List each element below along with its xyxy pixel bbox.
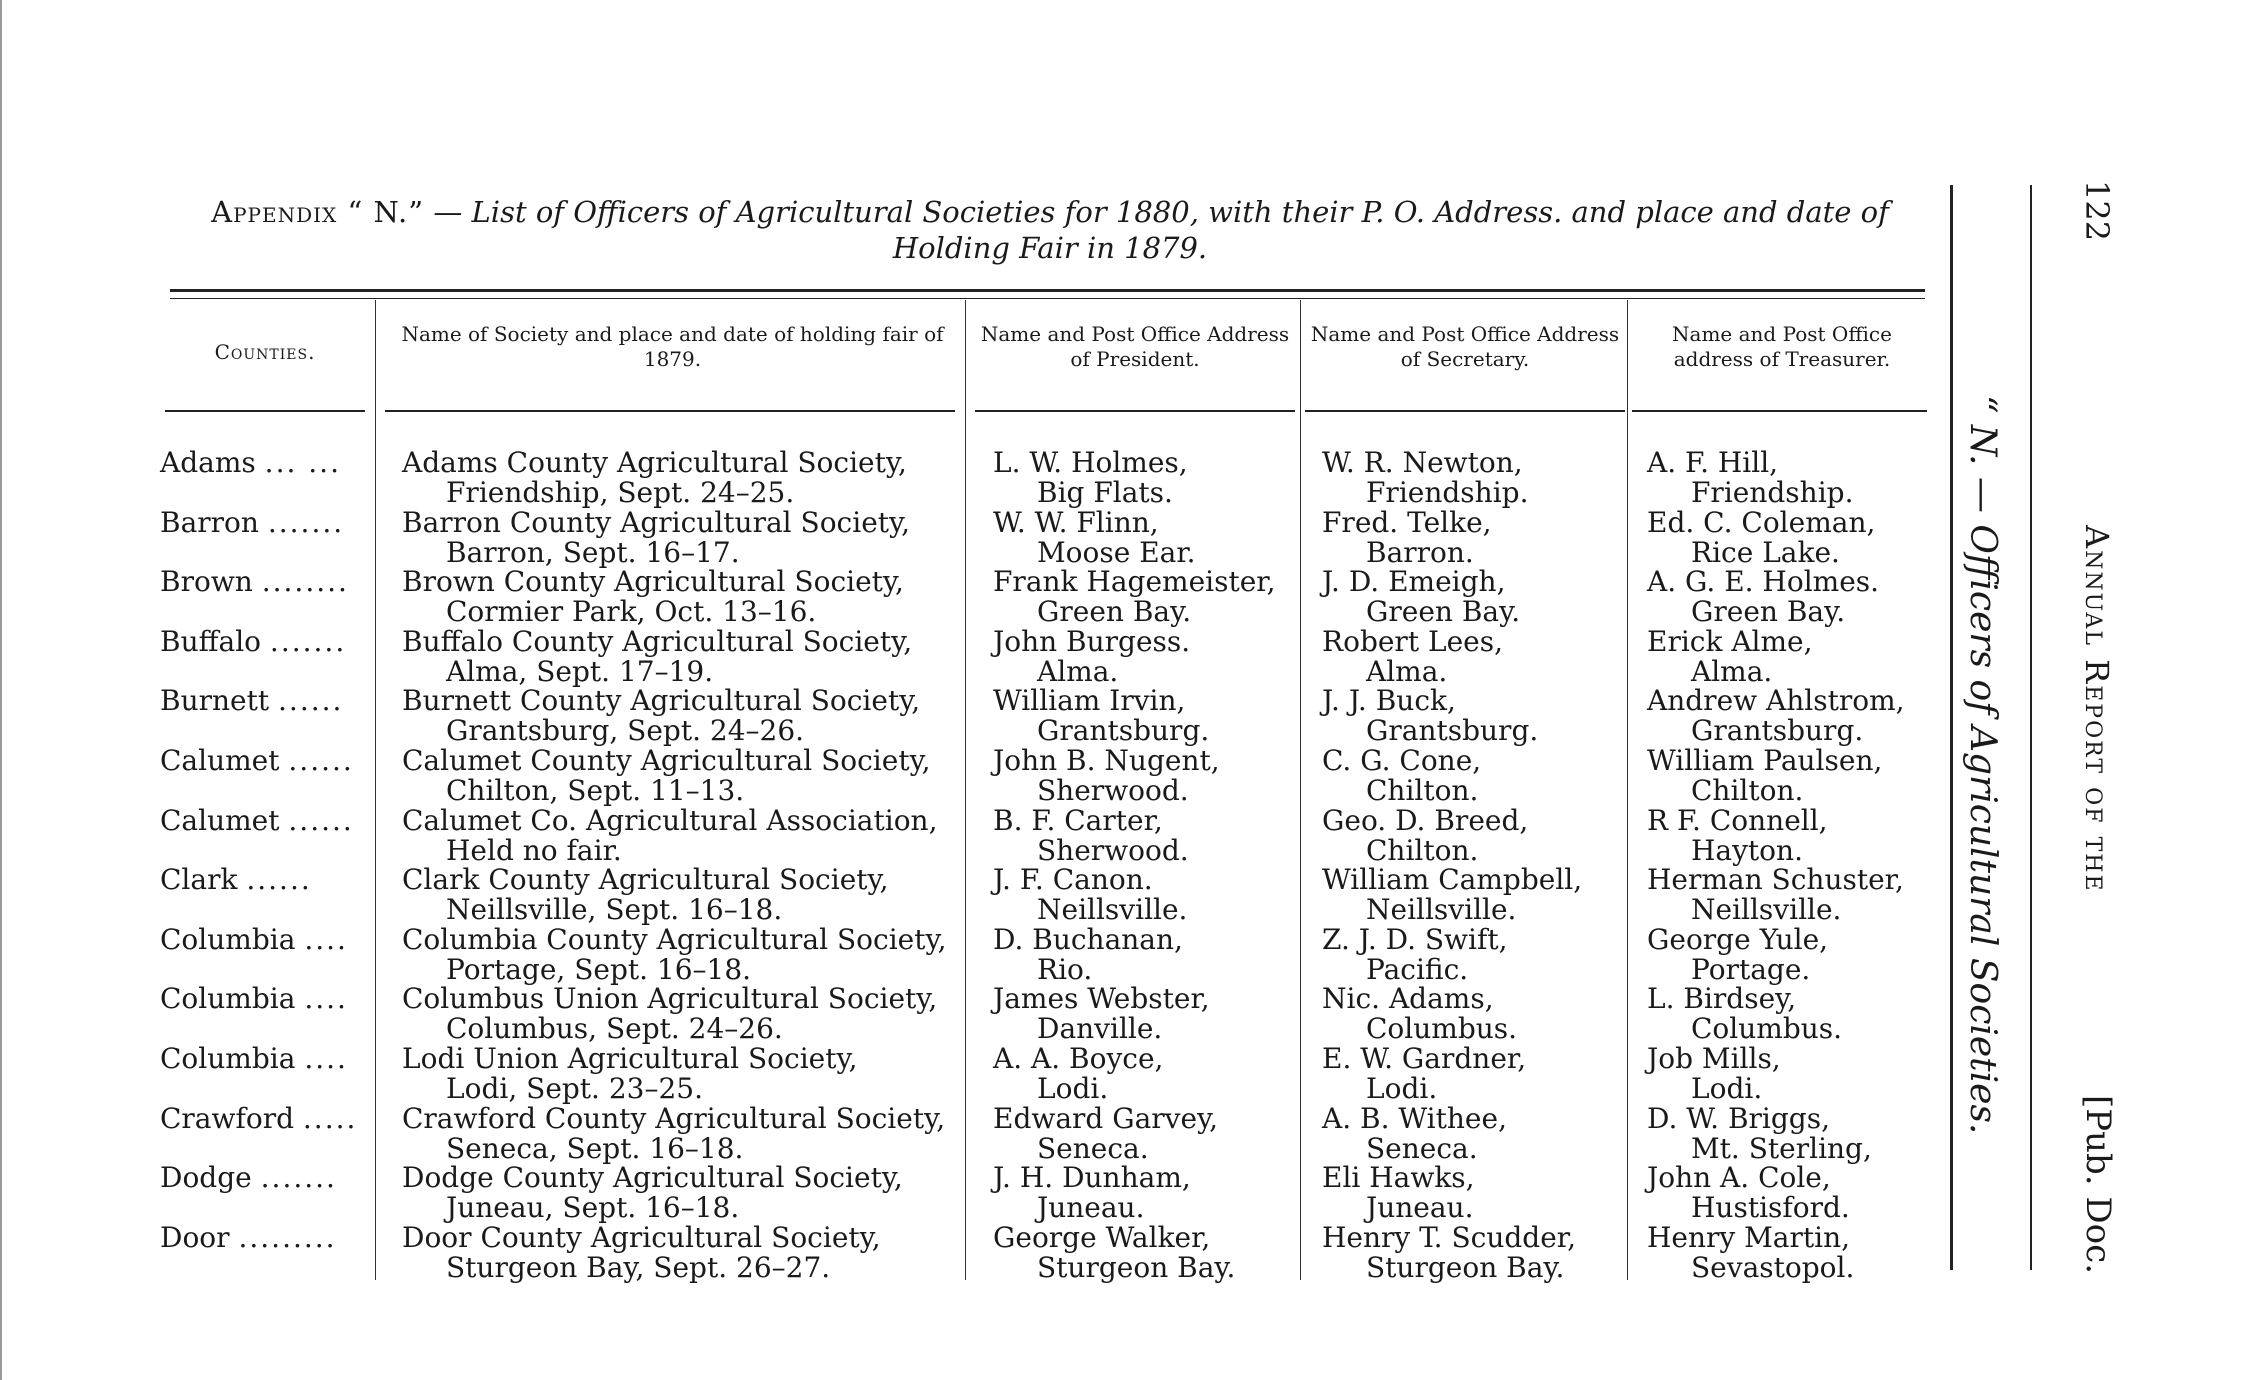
leader-dots: ........ <box>261 565 349 598</box>
treasurer-name: A. F. Hill, <box>1647 446 1779 479</box>
society-name: Adams County Agricultural Society, <box>402 446 907 479</box>
secretary-name: A. B. Withee, <box>1322 1102 1507 1135</box>
leader-dots: ...... <box>288 804 354 837</box>
county-name: Calumet <box>160 744 280 777</box>
fair-place-date: Cormier Park, Oct. 13–16. <box>446 595 817 628</box>
fair-place-date: Portage, Sept. 16–18. <box>446 953 752 986</box>
treasurer-name: Job Mills, <box>1647 1042 1781 1075</box>
leader-dots: ......... <box>238 1221 337 1254</box>
treasurer-address: Grantsburg. <box>1691 714 1864 747</box>
county-name: Columbia <box>160 923 296 956</box>
secretary-cell <box>1322 1044 1526 1104</box>
treasurer-name: George Yule, <box>1647 923 1829 956</box>
president-address: Green Bay. <box>1037 595 1192 628</box>
president-name: Edward Garvey, <box>993 1102 1219 1135</box>
treasurer-name: Herman Schuster, <box>1647 863 1904 896</box>
leader-dots: .... <box>304 982 348 1015</box>
fair-place-date: Friendship, Sept. 24–25. <box>446 476 795 509</box>
society-cell <box>402 1044 857 1104</box>
table-row <box>160 627 1940 687</box>
president-cell <box>993 1044 1163 1104</box>
county-name: Columbia <box>160 982 296 1015</box>
treasurer-cell <box>1647 1044 1781 1104</box>
secretary-name: Robert Lees, <box>1322 625 1503 658</box>
secretary-name: Z. J. D. Swift, <box>1322 923 1508 956</box>
treasurer-cell <box>1647 746 1882 806</box>
treasurer-address: Hayton. <box>1691 834 1803 867</box>
secretary-address: Chilton. <box>1366 834 1479 867</box>
secretary-address: Neillsville. <box>1366 893 1517 926</box>
page-number: 122 <box>2078 180 2116 242</box>
treasurer-address: Mt. Sterling, <box>1691 1132 1872 1165</box>
treasurer-address: Neillsville. <box>1691 893 1842 926</box>
secretary-cell <box>1322 865 1582 925</box>
society-cell <box>402 686 920 746</box>
side-rule-right <box>2030 185 2032 1270</box>
leader-dots: ...... <box>288 744 354 777</box>
president-address: Sturgeon Bay. <box>1037 1251 1236 1284</box>
title-rule-thick <box>170 289 1925 292</box>
table-row <box>160 448 1940 508</box>
society-name: Lodi Union Agricultural Society, <box>402 1042 858 1075</box>
secretary-cell <box>1322 1223 1576 1283</box>
secretary-address: Green Bay. <box>1366 595 1521 628</box>
page-left-edge <box>0 0 2 1380</box>
president-address: Grantsburg. <box>1037 714 1210 747</box>
leader-dots: ...... <box>246 863 312 896</box>
society-cell <box>402 746 931 806</box>
president-address: Seneca. <box>1037 1132 1149 1165</box>
treasurer-name: William Paulsen, <box>1647 744 1883 777</box>
treasurer-address: Alma. <box>1691 655 1773 688</box>
president-cell <box>993 925 1183 985</box>
society-name: Door County Agricultural Society, <box>402 1221 881 1254</box>
page-title <box>160 194 1940 266</box>
leader-dots: ....... <box>267 506 345 539</box>
president-address: Danville. <box>1037 1012 1163 1045</box>
president-address: Lodi. <box>1037 1072 1109 1105</box>
header-society: Name of Society and place and date of holding fair of 1879. <box>401 322 944 371</box>
society-name: Barron County Agricultural Society, <box>402 506 911 539</box>
county-name: Columbia <box>160 1042 296 1075</box>
county-cell <box>160 806 380 836</box>
treasurer-address: Portage. <box>1691 953 1811 986</box>
header-president: Name and Post Office Address of President. <box>980 322 1290 371</box>
county-cell <box>160 925 380 955</box>
fair-place-date: Held no fair. <box>446 834 622 867</box>
table-row <box>160 686 1940 746</box>
society-name: Clark County Agricultural Society, <box>402 863 889 896</box>
leader-dots: ... ... <box>264 446 341 479</box>
secretary-address: Seneca. <box>1366 1132 1478 1165</box>
treasurer-address: Green Bay. <box>1691 595 1846 628</box>
secretary-name: C. G. Cone, <box>1322 744 1482 777</box>
treasurer-cell <box>1647 984 1842 1044</box>
fair-place-date: Lodi, Sept. 23–25. <box>446 1072 704 1105</box>
secretary-name: Eli Hawks, <box>1322 1161 1475 1194</box>
county-cell <box>160 686 380 716</box>
society-name: Dodge County Agricultural Society, <box>402 1161 903 1194</box>
treasurer-cell <box>1647 686 1905 746</box>
secretary-cell <box>1322 1104 1507 1164</box>
president-cell <box>993 567 1276 627</box>
header-underline-counties <box>165 410 365 412</box>
treasurer-address: Hustisford. <box>1691 1191 1850 1224</box>
president-address: Moose Ear. <box>1037 536 1196 569</box>
president-name: J. H. Dunham, <box>993 1161 1191 1194</box>
leader-dots: ....... <box>260 1161 337 1194</box>
president-address: Sherwood. <box>1037 834 1189 867</box>
fair-place-date: Chilton, Sept. 11–13. <box>446 774 745 807</box>
fair-place-date: Juneau, Sept. 16–18. <box>446 1191 740 1224</box>
treasurer-address: Rice Lake. <box>1691 536 1840 569</box>
leader-dots: .... <box>304 923 348 956</box>
secretary-name: William Campbell, <box>1322 863 1583 896</box>
president-cell <box>993 627 1190 687</box>
president-name: L. W. Holmes, <box>993 446 1188 479</box>
county-name: Dodge <box>160 1161 252 1194</box>
fair-place-date: Alma, Sept. 17–19. <box>446 655 714 688</box>
secretary-address: Barron. <box>1366 536 1474 569</box>
side-rule-left <box>1950 185 1953 1270</box>
treasurer-cell <box>1647 448 1853 508</box>
county-cell <box>160 746 380 776</box>
secretary-cell <box>1322 567 1520 627</box>
society-cell <box>402 806 938 866</box>
table-row <box>160 806 1940 866</box>
appendix-label: Appendix “ N.” <box>211 195 425 229</box>
society-cell <box>402 1163 903 1223</box>
secretary-name: Fred. Telke, <box>1322 506 1492 539</box>
society-cell <box>402 925 946 985</box>
president-cell <box>993 865 1187 925</box>
county-cell <box>160 567 380 597</box>
fair-place-date: Barron, Sept. 16–17. <box>446 536 740 569</box>
secretary-name: J. D. Emeigh, <box>1322 565 1506 598</box>
treasurer-name: L. Birdsey, <box>1647 982 1797 1015</box>
county-name: Adams <box>160 446 256 479</box>
president-address: Alma. <box>1037 655 1119 688</box>
president-cell <box>993 448 1188 508</box>
president-name: William Irvin, <box>993 684 1186 717</box>
treasurer-address: Columbus. <box>1691 1012 1843 1045</box>
header-underline-secretary <box>1305 410 1625 412</box>
treasurer-address: Lodi. <box>1691 1072 1763 1105</box>
secretary-name: J. J. Buck, <box>1322 684 1456 717</box>
president-name: J. F. Canon. <box>993 863 1153 896</box>
president-address: Neillsville. <box>1037 893 1188 926</box>
secretary-name: Geo. D. Breed, <box>1322 804 1529 837</box>
president-cell <box>993 806 1189 866</box>
leader-dots: ..... <box>302 1102 358 1135</box>
secretary-address: Lodi. <box>1366 1072 1438 1105</box>
county-name: Crawford <box>160 1102 294 1135</box>
president-name: D. Buchanan, <box>993 923 1183 956</box>
section-running-head: “ N. — Officers of Agricultural Societies. <box>1962 395 2003 1135</box>
county-cell <box>160 627 380 657</box>
table-row <box>160 984 1940 1044</box>
table-row <box>160 1104 1940 1164</box>
treasurer-cell <box>1647 1163 1850 1223</box>
secretary-address: Pacific. <box>1366 953 1469 986</box>
treasurer-address: Friendship. <box>1691 476 1854 509</box>
president-cell <box>993 1104 1218 1164</box>
county-name: Barron <box>160 506 259 539</box>
treasurer-cell <box>1647 925 1828 985</box>
county-cell <box>160 508 380 538</box>
table-row <box>160 925 1940 985</box>
report-running-head: Annual Report of the <box>2078 525 2116 893</box>
treasurer-cell <box>1647 806 1828 866</box>
secretary-address: Alma. <box>1366 655 1448 688</box>
county-cell <box>160 984 380 1014</box>
table-row <box>160 1223 1940 1283</box>
president-name: James Webster, <box>993 982 1210 1015</box>
county-cell <box>160 1104 380 1134</box>
county-cell <box>160 1223 380 1253</box>
treasurer-address: Chilton. <box>1691 774 1804 807</box>
county-cell <box>160 448 380 478</box>
secretary-cell <box>1322 1163 1475 1223</box>
society-cell <box>402 448 907 508</box>
treasurer-name: Henry Martin, <box>1647 1221 1851 1254</box>
secretary-cell <box>1322 984 1517 1044</box>
president-address: Sherwood. <box>1037 774 1189 807</box>
society-cell <box>402 1223 881 1283</box>
title-rule-thin <box>170 298 1925 299</box>
secretary-cell <box>1322 746 1481 806</box>
pub-doc-label: [Pub. Doc. <box>2078 1095 2118 1274</box>
table-row <box>160 567 1940 627</box>
header-underline-society <box>385 410 955 412</box>
society-cell <box>402 508 910 568</box>
header-treasurer: Name and Post Office address of Treasurer. <box>1672 322 1892 371</box>
table-row <box>160 865 1940 925</box>
treasurer-name: A. G. E. Holmes. <box>1647 565 1880 598</box>
fair-place-date: Columbus, Sept. 24–26. <box>446 1012 783 1045</box>
secretary-cell <box>1322 686 1538 746</box>
county-name: Burnett <box>160 684 270 717</box>
president-cell <box>993 984 1210 1044</box>
society-name: Calumet County Agricultural Society, <box>402 744 931 777</box>
treasurer-cell <box>1647 567 1879 627</box>
treasurer-name: Andrew Ahlstrom, <box>1647 684 1905 717</box>
county-name: Buffalo <box>160 625 262 658</box>
society-cell <box>402 984 937 1044</box>
president-name: George Walker, <box>993 1221 1211 1254</box>
society-name: Brown County Agricultural Society, <box>402 565 904 598</box>
fair-place-date: Sturgeon Bay, Sept. 26–27. <box>446 1251 831 1284</box>
society-name: Calumet Co. Agricultural Association, <box>402 804 938 837</box>
president-name: W. W. Flinn, <box>993 506 1159 539</box>
secretary-name: Nic. Adams, <box>1322 982 1494 1015</box>
leader-dots: ....... <box>269 625 347 658</box>
society-cell <box>402 567 904 627</box>
society-name: Buffalo County Agricultural Society, <box>402 625 913 658</box>
title-text: — List of Officers of Agricultural Societies for 1880, with their P. O. Address. and place and date of Holding Fair in 1879. <box>433 195 1889 265</box>
fair-place-date: Seneca, Sept. 16–18. <box>446 1132 744 1165</box>
county-name: Clark <box>160 863 238 896</box>
secretary-cell <box>1322 448 1528 508</box>
fair-place-date: Grantsburg, Sept. 24–26. <box>446 714 805 747</box>
secretary-cell <box>1322 627 1503 687</box>
society-cell <box>402 865 889 925</box>
treasurer-cell <box>1647 865 1904 925</box>
county-cell <box>160 865 380 895</box>
society-cell <box>402 1104 945 1164</box>
secretary-cell <box>1322 508 1492 568</box>
secretary-cell <box>1322 925 1508 985</box>
treasurer-name: D. W. Briggs, <box>1647 1102 1830 1135</box>
leader-dots: .... <box>304 1042 348 1075</box>
secretary-address: Friendship. <box>1366 476 1529 509</box>
president-name: Frank Hagemeister, <box>993 565 1276 598</box>
county-cell <box>160 1044 380 1074</box>
society-name: Columbus Union Agricultural Society, <box>402 982 938 1015</box>
secretary-address: Sturgeon Bay. <box>1366 1251 1565 1284</box>
president-name: A. A. Boyce, <box>993 1042 1164 1075</box>
president-cell <box>993 686 1209 746</box>
header-counties: Counties. <box>214 340 316 364</box>
secretary-name: W. R. Newton, <box>1322 446 1523 479</box>
fair-place-date: Neillsville, Sept. 16–18. <box>446 893 783 926</box>
table-row <box>160 746 1940 806</box>
secretary-address: Chilton. <box>1366 774 1479 807</box>
president-cell <box>993 508 1196 568</box>
header-underline-president <box>975 410 1295 412</box>
president-name: John B. Nugent, <box>993 744 1220 777</box>
treasurer-cell <box>1647 627 1813 687</box>
treasurer-name: R F. Connell, <box>1647 804 1828 837</box>
president-cell <box>993 1163 1191 1223</box>
secretary-address: Grantsburg. <box>1366 714 1539 747</box>
president-address: Big Flats. <box>1037 476 1173 509</box>
president-address: Rio. <box>1037 953 1093 986</box>
treasurer-cell <box>1647 1104 1872 1164</box>
society-cell <box>402 627 912 687</box>
president-cell <box>993 1223 1235 1283</box>
county-name: Calumet <box>160 804 280 837</box>
header-underline-treasurer <box>1632 410 1927 412</box>
county-cell <box>160 1163 380 1193</box>
secretary-address: Juneau. <box>1366 1191 1474 1224</box>
treasurer-name: John A. Cole, <box>1647 1161 1831 1194</box>
society-name: Crawford County Agricultural Society, <box>402 1102 946 1135</box>
treasurer-address: Sevastopol. <box>1691 1251 1855 1284</box>
secretary-name: E. W. Gardner, <box>1322 1042 1527 1075</box>
society-name: Burnett County Agricultural Society, <box>402 684 921 717</box>
treasurer-name: Ed. C. Coleman, <box>1647 506 1876 539</box>
treasurer-cell <box>1647 508 1875 568</box>
treasurer-name: Erick Alme, <box>1647 625 1813 658</box>
table-row <box>160 1163 1940 1223</box>
secretary-cell <box>1322 806 1528 866</box>
header-secretary: Name and Post Office Address of Secretary. <box>1310 322 1620 371</box>
secretary-name: Henry T. Scudder, <box>1322 1221 1577 1254</box>
table-row <box>160 508 1940 568</box>
table-row <box>160 1044 1940 1104</box>
society-name: Columbia County Agricultural Society, <box>402 923 947 956</box>
treasurer-cell <box>1647 1223 1854 1283</box>
leader-dots: ...... <box>278 684 344 717</box>
county-name: Door <box>160 1221 230 1254</box>
president-name: John Burgess. <box>993 625 1191 658</box>
president-cell <box>993 746 1220 806</box>
secretary-address: Columbus. <box>1366 1012 1518 1045</box>
county-name: Brown <box>160 565 253 598</box>
president-name: B. F. Carter, <box>993 804 1163 837</box>
president-address: Juneau. <box>1037 1191 1145 1224</box>
